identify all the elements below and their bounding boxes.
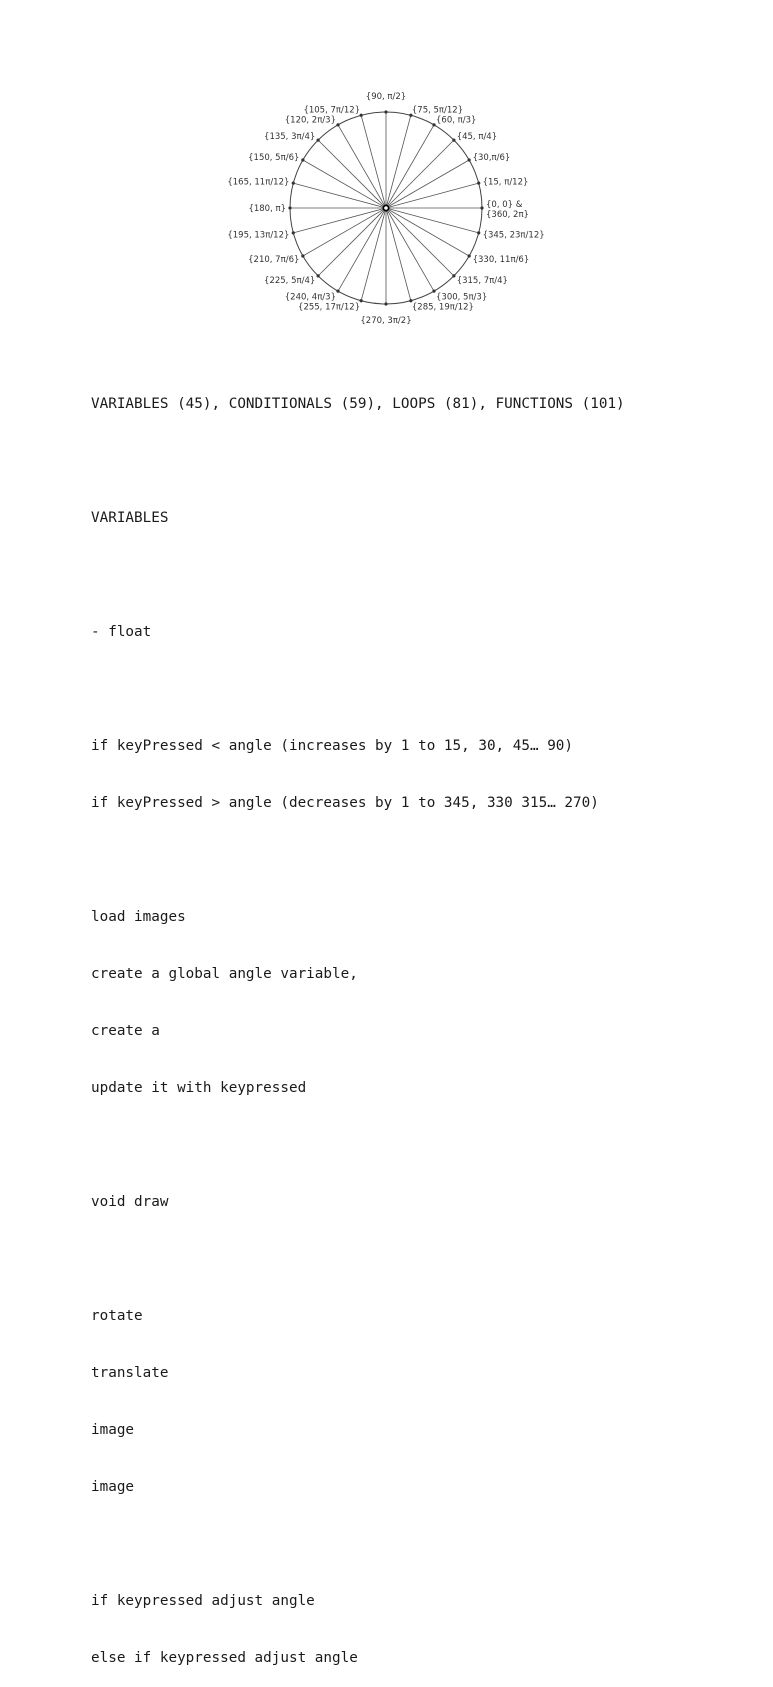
angle-spoke-60 bbox=[386, 125, 434, 208]
angle-point-135 bbox=[317, 139, 320, 142]
angle-spoke-120 bbox=[338, 125, 386, 208]
angle-label-135: {135, 3π/4} bbox=[264, 131, 316, 142]
angle-label-195: {195, 13π/12} bbox=[227, 230, 290, 241]
angle-point-330 bbox=[468, 254, 471, 257]
angle-spoke-300 bbox=[386, 208, 434, 291]
angle-point-210 bbox=[301, 254, 304, 257]
angle-spoke-345 bbox=[386, 208, 479, 233]
angle-spoke-330 bbox=[386, 208, 469, 256]
angle-point-195 bbox=[292, 231, 295, 234]
angle-spoke-315 bbox=[386, 208, 454, 276]
angle-spoke-105 bbox=[361, 115, 386, 208]
angle-point-90 bbox=[384, 110, 387, 113]
angle-label-330: {330, 11π/6} bbox=[472, 255, 530, 265]
angle-label-240: {240, 4π/3} bbox=[284, 292, 336, 303]
angle-point-165 bbox=[292, 182, 295, 185]
angle-label-270: {270, 3π/2} bbox=[360, 316, 412, 326]
angle-point-150 bbox=[301, 158, 304, 161]
angle-spoke-210 bbox=[303, 208, 386, 256]
angle-spoke-195 bbox=[293, 208, 386, 233]
float-item: - float bbox=[91, 624, 152, 640]
condition-increase: if keyPressed < angle (increases by 1 to 15, 30, 45… 90) bbox=[91, 738, 574, 754]
condition-decrease: if keyPressed > angle (decreases by 1 to 345, 330 315… 270) bbox=[91, 795, 599, 811]
angle-label-315: {315, 7π/4} bbox=[456, 276, 508, 287]
angle-point-270 bbox=[384, 302, 387, 305]
angle-label-210: {210, 7π/6} bbox=[248, 255, 300, 265]
angle-label-285: {285, 19π/12} bbox=[411, 302, 474, 313]
adjust-if: if keypressed adjust angle bbox=[91, 1593, 315, 1609]
angle-spoke-45 bbox=[386, 140, 454, 208]
angle-label-255: {255, 17π/12} bbox=[298, 302, 361, 313]
void-draw: void draw bbox=[91, 1194, 169, 1210]
angle-label-90: {90, π/2} bbox=[365, 92, 407, 102]
angle-spoke-75 bbox=[386, 115, 411, 208]
draw-image-1: image bbox=[91, 1422, 135, 1438]
angle-spoke-30 bbox=[386, 160, 469, 208]
angle-label-345: {345, 23π/12} bbox=[482, 230, 545, 241]
step-create: create a bbox=[91, 1023, 160, 1039]
angle-label-15: {15, π/12} bbox=[482, 177, 529, 188]
section-heading-variables: VARIABLES bbox=[91, 510, 169, 526]
angle-label-225: {225, 5π/4} bbox=[264, 276, 316, 287]
angle-point-0 bbox=[480, 206, 483, 209]
angle-spoke-225 bbox=[318, 208, 386, 276]
angle-spoke-135 bbox=[318, 140, 386, 208]
draw-rotate: rotate bbox=[91, 1308, 143, 1324]
angle-point-15 bbox=[477, 182, 480, 185]
step-update: update it with keypressed bbox=[91, 1080, 307, 1096]
angle-label-75: {75, 5π/12} bbox=[411, 105, 464, 116]
step-load-images: load images bbox=[91, 909, 186, 925]
angle-label-150: {150, 5π/6} bbox=[248, 153, 300, 163]
angle-point-225 bbox=[317, 274, 320, 277]
angle-label-165: {165, 11π/12} bbox=[227, 177, 290, 188]
angle-spoke-255 bbox=[361, 208, 386, 301]
notes-document bbox=[91, 357, 741, 1687]
circle-center bbox=[383, 205, 388, 210]
angle-point-240 bbox=[336, 290, 339, 293]
angle-spoke-150 bbox=[303, 160, 386, 208]
angle-label-105: {105, 7π/12} bbox=[303, 105, 361, 116]
angle-label-60: {60, π/3} bbox=[436, 115, 477, 126]
angle-label-45: {45, π/4} bbox=[456, 131, 498, 142]
angle-point-120 bbox=[336, 123, 339, 126]
angle-point-30 bbox=[468, 158, 471, 161]
adjust-else-if: else if keypressed adjust angle bbox=[91, 1650, 358, 1666]
angle-label-120: {120, 2π/3} bbox=[284, 115, 336, 126]
angle-label-0: {0, 0} & {360, 2π} bbox=[486, 200, 529, 220]
angle-point-180 bbox=[288, 206, 291, 209]
angle-label-180: {180, π} bbox=[248, 204, 286, 214]
angle-spoke-285 bbox=[386, 208, 411, 301]
angle-spoke-240 bbox=[338, 208, 386, 291]
angle-point-315 bbox=[452, 274, 455, 277]
draw-image-2: image bbox=[91, 1479, 135, 1495]
angle-point-45 bbox=[452, 139, 455, 142]
angle-spoke-165 bbox=[293, 183, 386, 208]
unit-circle-diagram bbox=[220, 88, 550, 326]
draw-translate: translate bbox=[91, 1365, 169, 1381]
angle-spoke-15 bbox=[386, 183, 479, 208]
step-global-angle: create a global angle variable, bbox=[91, 966, 358, 982]
topics-summary: VARIABLES (45), CONDITIONALS (59), LOOPS (81), FUNCTIONS (101) bbox=[91, 396, 625, 412]
angle-point-345 bbox=[477, 231, 480, 234]
angle-label-30: {30,π/6} bbox=[472, 153, 511, 163]
angle-label-300: {300, 5π/3} bbox=[436, 292, 488, 303]
